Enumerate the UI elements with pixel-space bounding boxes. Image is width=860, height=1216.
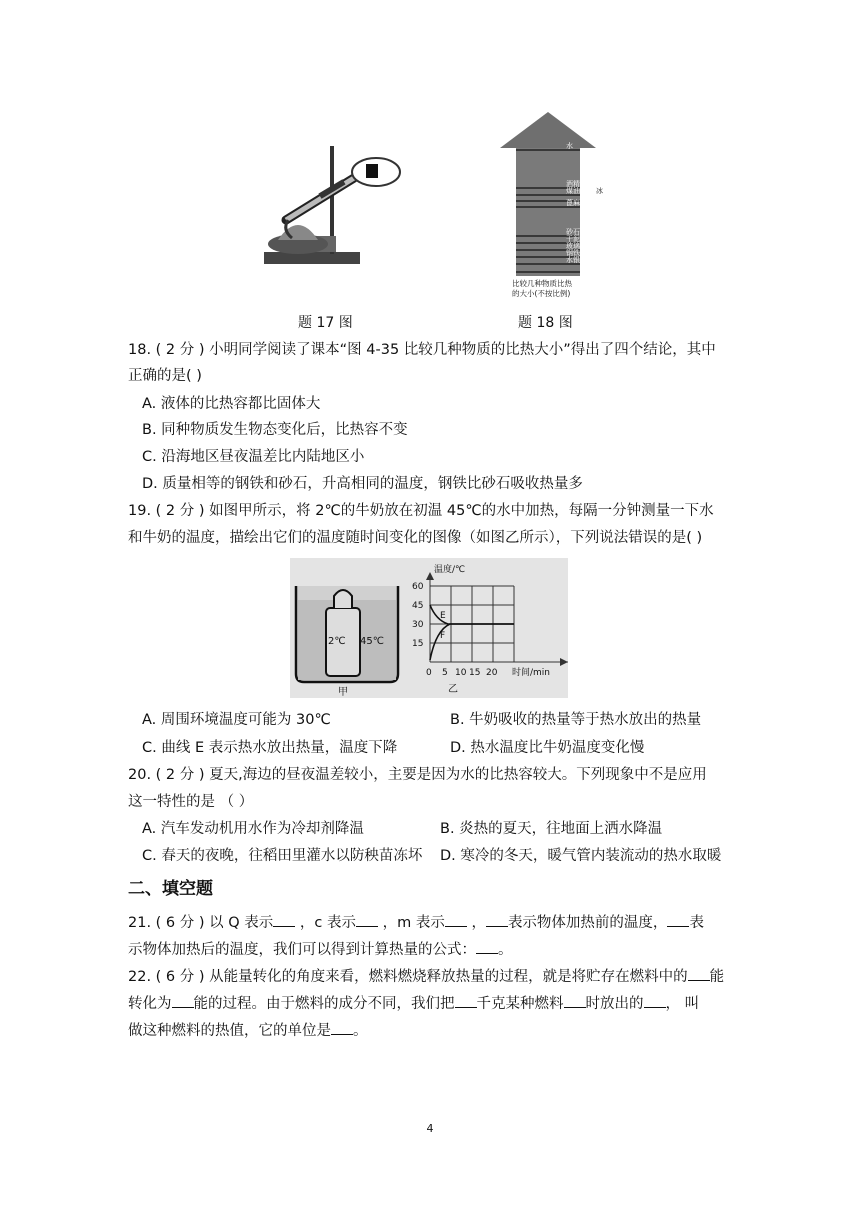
fig19-label-yi: 乙 xyxy=(448,684,458,695)
fig19-x-tick-5: 5 xyxy=(442,668,448,678)
fig19-x-tick-10: 10 xyxy=(455,668,467,678)
q22-line1 xyxy=(128,966,724,987)
fig18-label-ice: 冰 xyxy=(596,187,603,195)
fig18-label-alcohol: 酒精 xyxy=(566,180,580,188)
q22-blank-heat[interactable] xyxy=(644,993,666,1008)
figure-19-milk-water-graph xyxy=(290,558,568,698)
figure-18-specific-heat-arrow xyxy=(500,112,620,302)
figure-18-caption: 题 18 图 xyxy=(518,315,573,331)
q22-blank-burn[interactable] xyxy=(564,993,586,1008)
fig18-label-castor-oil: 蓖麻油 xyxy=(566,199,587,207)
fig18-note-2: 的大小(不按比例) xyxy=(512,289,571,298)
q19-option-c: C. 曲线 E 表示热水放出热量，温度下降 xyxy=(142,740,398,756)
q21-line2 xyxy=(128,939,513,960)
q21-text-5: 表示物体加热前的温度， xyxy=(507,915,668,931)
q20-option-a: A. 汽车发动机用水作为冷却剂降温 xyxy=(142,821,364,837)
fig18-label-water: 水 xyxy=(566,142,573,150)
q22-text-3: 转化为 xyxy=(128,996,172,1012)
q19-option-a: A. 周围环境温度可能为 30℃ xyxy=(142,712,331,728)
figure-17-caption: 题 17 图 xyxy=(298,315,353,331)
fig19-axis-x: 时间/min xyxy=(512,668,551,678)
figure-17-apparatus xyxy=(258,120,408,270)
q21-blank-q[interactable] xyxy=(273,912,295,927)
q22-text-8: 做这种燃料的热值，它的单位是 xyxy=(128,1023,331,1039)
fig18-label-soil: 干泥土 xyxy=(566,235,587,243)
q22-text-4: 能的过程。由于燃料的成分不同，我们把 xyxy=(193,996,455,1012)
fig19-x-tick-20: 20 xyxy=(486,668,498,678)
q19-stem-line1: 19. ( 2 分 ) 如图甲所示，将 2℃的牛奶放在初温 45℃的水中加热，每隔一分钟测量一下水 xyxy=(128,503,714,519)
q21-text-3: ，m 表示 xyxy=(382,915,445,931)
fig19-curve-e: E xyxy=(440,611,446,621)
q22-text-1: 22. ( 6 分 ) 从能量转化的角度来看，燃料燃烧释放热量的过程，就是将贮存在燃料中的 xyxy=(128,969,688,985)
q21-blank-formula[interactable] xyxy=(476,939,498,954)
q22-text-5: 千克某种燃料 xyxy=(476,996,564,1012)
fig19-label-jia: 甲 xyxy=(338,687,348,698)
q21-text-1: 21. ( 6 分 ) 以 Q 表示 xyxy=(128,915,274,931)
q22-text-6: 时放出的 xyxy=(585,996,644,1012)
fig19-x-tick-15: 15 xyxy=(469,668,481,678)
fig18-label-sand: 砂石 xyxy=(566,228,580,236)
fig19-y-tick-15: 15 xyxy=(412,639,424,649)
fig18-label-steel: 钢铁 xyxy=(566,249,580,257)
fig19-x-tick-0: 0 xyxy=(426,668,432,678)
q22-blank-energy1[interactable] xyxy=(688,966,710,981)
fig19-milk-temp: 2℃ xyxy=(328,636,346,647)
q21-text-7: 示物体加热后的温度，我们可以得到计算热量的公式： xyxy=(128,942,476,958)
q18-option-b: B. 同种物质发生物态变化后，比热容不变 xyxy=(142,422,408,438)
q22-text-7: ， 叫 xyxy=(665,996,700,1012)
fig19-axis-y: 温度/℃ xyxy=(434,565,466,575)
q21-text-4: ， xyxy=(471,915,486,931)
q21-blank-c[interactable] xyxy=(356,912,378,927)
q21-line1 xyxy=(128,912,704,933)
q19-stem-line2: 和牛奶的温度，描绘出它们的温度随时间变化的图像（如图乙所示），下列说法错误的是( ) xyxy=(128,530,703,546)
q22-text-9: 。 xyxy=(353,1023,368,1039)
q22-blank-mass[interactable] xyxy=(455,993,477,1008)
q21-blank-t0[interactable] xyxy=(486,912,508,927)
q21-blank-m[interactable] xyxy=(445,912,467,927)
q22-blank-unit[interactable] xyxy=(331,1020,353,1035)
q22-blank-energy2[interactable] xyxy=(172,993,194,1008)
q19-option-d: D. 热水温度比牛奶温度变化慢 xyxy=(450,740,645,756)
q20-option-d: D. 寒冷的冬天，暖气管内装流动的热水取暖 xyxy=(440,848,722,864)
q21-text-2: ，c 表示 xyxy=(299,915,356,931)
fig19-curve-f: F xyxy=(440,631,446,641)
q18-stem-line2: 正确的是( ) xyxy=(128,368,202,384)
q21-text-8: 。 xyxy=(498,942,513,958)
fig19-y-tick-30: 30 xyxy=(412,620,424,630)
q22-line3 xyxy=(128,1020,368,1041)
fig19-y-tick-60: 60 xyxy=(412,582,424,592)
q20-stem-line2: 这一特性的是 （ ） xyxy=(128,794,254,810)
page-number: 4 xyxy=(426,1122,434,1135)
q20-option-b: B. 炎热的夏天，往地面上洒水降温 xyxy=(440,821,663,837)
q22-text-2: 能 xyxy=(709,969,725,985)
q20-option-c: C. 春天的夜晚，往稻田里灌水以防秧苗冻坏 xyxy=(142,848,423,864)
q19-option-b: B. 牛奶吸收的热量等于热水放出的热量 xyxy=(450,712,702,728)
fig18-label-kerosene: 煤油 xyxy=(566,187,580,195)
fig18-label-mercury: 水银 xyxy=(566,256,580,264)
q18-option-c: C. 沿海地区昼夜温差比内陆地区小 xyxy=(142,449,365,465)
q18-stem-line1: 18. ( 2 分 ) 小明同学阅读了课本“图 4-35 比较几种物质的比热大小”得出了四个结论，其中 xyxy=(128,342,716,358)
q18-option-d: D. 质量相等的钢铁和砂石，升高相同的温度，钢铁比砂石吸收热量多 xyxy=(142,476,583,492)
fig19-water-temp: 45℃ xyxy=(360,636,384,647)
q21-text-6: 表 xyxy=(689,915,704,931)
q18-option-a: A. 液体的比热容都比固体大 xyxy=(142,396,321,412)
fig19-y-tick-45: 45 xyxy=(412,601,424,611)
q20-stem-line1: 20. ( 2 分 ) 夏天,海边的昼夜温差较小，主要是因为水的比热容较大。下列现象中不是应用 xyxy=(128,767,707,783)
q21-blank-t[interactable] xyxy=(667,912,689,927)
fig18-label-glass: 玻璃 xyxy=(566,242,580,250)
section-fill-in-blank-heading: 二、填空题 xyxy=(128,879,213,899)
q22-line2 xyxy=(128,993,699,1014)
fig18-note-1: 比较几种物质比热 xyxy=(512,279,572,288)
